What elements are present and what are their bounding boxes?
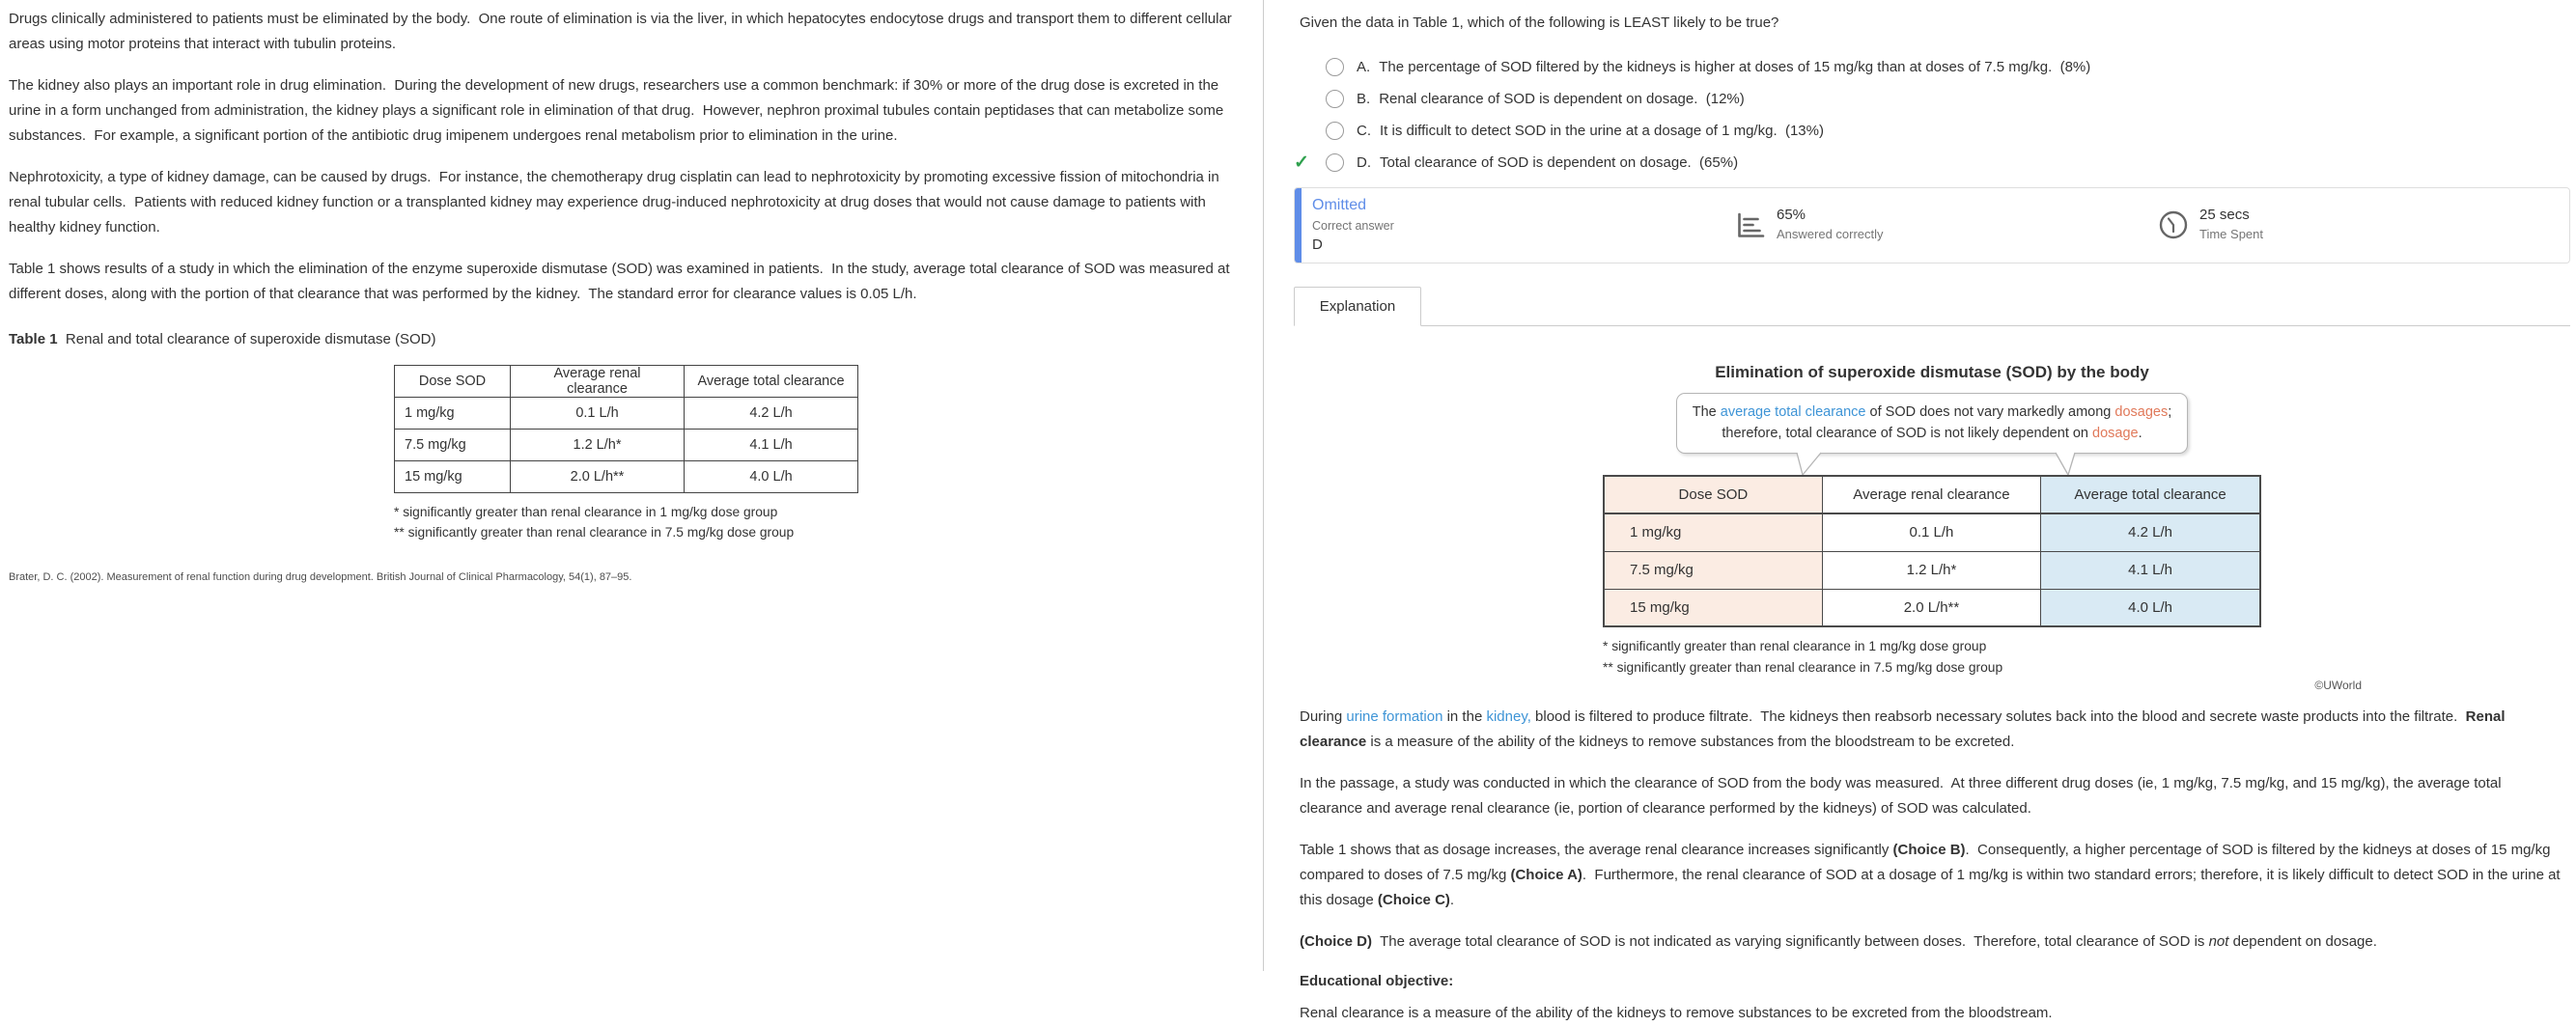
col-header-renal: Average renal clearance	[1822, 476, 2040, 513]
answered-correctly-block	[1733, 207, 1884, 242]
text-link[interactable]: urine formation	[1346, 708, 1443, 725]
stats-accent-bar	[1295, 188, 1302, 263]
explanation-paragraph-4: (Choice D) The average total clearance of SOD is not indicated as varying significantly between doses. Therefore, total clearance of SOD is not dependent on dosage.	[1300, 933, 2377, 950]
choice-b[interactable]	[1300, 90, 2570, 109]
choice-percent: (8%)	[2052, 59, 2091, 75]
explanation-callout: The average total clearance of SOD does not vary markedly among dosages; therefore, total clearance of SOD is not likely dependent on dosage.	[1676, 393, 2188, 454]
footnote-2: ** significantly greater than renal clearance in 7.5 mg/kg dose group	[394, 525, 795, 540]
answer-choices	[1294, 58, 2570, 173]
table-caption	[9, 327, 1238, 352]
answered-label: Answered correctly	[1777, 227, 1884, 241]
choice-d-radio[interactable]	[1326, 153, 1344, 172]
cell-dose: 1 mg/kg	[1604, 513, 1822, 551]
correct-check-icon: ✓	[1294, 153, 1309, 173]
cell-dose: 7.5 mg/kg	[1604, 551, 1822, 589]
educational-objective-label: Educational objective:	[1300, 973, 1454, 989]
table-caption-label: Table 1	[9, 331, 58, 347]
correct-answer-label: Correct answer	[1312, 219, 1394, 233]
choice-letter: D.	[1357, 154, 1371, 171]
explanation-figure-table	[1603, 475, 2362, 692]
time-spent-block	[2156, 207, 2263, 242]
choice-a-radio[interactable]	[1326, 58, 1344, 76]
table-row	[395, 461, 858, 493]
footnote-1: * significantly greater than renal clearance in 1 mg/kg dose group	[394, 505, 778, 519]
table-row	[395, 430, 858, 461]
table-row	[1604, 551, 2260, 589]
tab-explanation[interactable]: Explanation	[1294, 287, 1421, 326]
explanation-table	[1603, 475, 2261, 627]
passage-paragraph-3: Nephrotoxicity, a type of kidney damage, can be caused by drugs. For instance, the chemotherapy drug cisplatin can lead to nephrotoxicity by promoting excessive fission of mitochondria in renal tubular cells. Patients with reduced kidney function or a transplanted kidney may experience drug-induced nephrotoxicity at drug doses that would not cause damage to patients with healthy kidney function.	[9, 169, 1223, 236]
explanation-paragraph-1: During urine formation in the kidney, blood is filtered to produce filtrate. The kidneys then reabsorb necessary solutes back into the blood and secrete waste products into the filtrate. Renal clearance is a measure of the ability of the kidneys to remove substances from the bloodstream to be excreted.	[1300, 708, 2509, 750]
cell-total: 4.1 L/h	[2041, 551, 2260, 589]
cell-total: 4.0 L/h	[2041, 589, 2260, 626]
table-row	[395, 398, 858, 430]
passage-paragraph-1: Drugs clinically administered to patients must be eliminated by the body. One route of elimination is via the liver, in which hepatocytes endocytose drugs and transport them to different cellular areas using motor proteins that interact with tubulin proteins.	[9, 11, 1236, 52]
choice-text: It is difficult to detect SOD in the urine at a dosage of 1 mg/kg.	[1380, 123, 1778, 139]
choice-a[interactable]	[1300, 58, 2570, 77]
cell-dose: 15 mg/kg	[395, 461, 511, 493]
bar-chart-icon	[1733, 208, 1768, 242]
col-header-total: Average total clearance	[685, 366, 858, 398]
col-header-dose: Dose SOD	[1604, 476, 1822, 513]
cell-total: 4.2 L/h	[685, 398, 858, 430]
tab-strip	[1294, 287, 2570, 326]
cell-dose: 15 mg/kg	[1604, 589, 1822, 626]
time-value: 25 secs	[2199, 207, 2250, 223]
table-row	[1604, 513, 2260, 551]
choice-text: Renal clearance of SOD is dependent on dosage.	[1379, 91, 1698, 107]
time-label: Time Spent	[2199, 227, 2263, 241]
cell-total: 4.1 L/h	[685, 430, 858, 461]
choice-percent: (13%)	[1777, 123, 1824, 139]
result-stats-card	[1294, 187, 2570, 263]
table-footnotes	[1603, 636, 2261, 679]
callout-wrap	[1676, 393, 2188, 454]
choice-c-radio[interactable]	[1326, 122, 1344, 140]
choice-c[interactable]	[1300, 122, 2570, 141]
uworld-watermark: ©UWorld	[2314, 679, 2362, 692]
choice-percent: (12%)	[1697, 91, 1745, 107]
table-caption-text: Renal and total clearance of superoxide dismutase (SOD)	[57, 331, 436, 347]
result-block	[1312, 197, 1394, 253]
cell-total: 4.0 L/h	[685, 461, 858, 493]
cell-renal: 1.2 L/h*	[511, 430, 685, 461]
choice-letter: A.	[1357, 59, 1371, 75]
question-panel	[1264, 0, 2576, 1021]
footnote-1: * significantly greater than renal clearance in 1 mg/kg dose group	[1603, 639, 1987, 653]
passage-paragraph-2: The kidney also plays an important role in drug elimination. During the development of new drugs, researchers use a common benchmark: if 30% or more of the drug dose is excreted in the urine in a form unchanged from administration, the kidney plays a significant role in elimination of that drug. However, nephron proximal tubules contain peptidases that can metabolize some substances. For example, a significant portion of the antibiotic drug imipenem undergoes renal metabolism prior to elimination in the urine.	[9, 77, 1228, 144]
educational-objective-text: Renal clearance is a measure of the ability of the kidneys to remove substances to be excreted from the bloodstream.	[1300, 1005, 2053, 1021]
passage-table	[394, 365, 858, 493]
choice-d[interactable]	[1294, 153, 2570, 173]
cell-dose: 7.5 mg/kg	[395, 430, 511, 461]
choice-text: Total clearance of SOD is dependent on dosage.	[1380, 154, 1692, 171]
choice-percent: (65%)	[1691, 154, 1739, 171]
choice-letter: C.	[1357, 123, 1371, 139]
time-spent-text	[2199, 207, 2263, 241]
callout-pointer-tails	[1676, 453, 2188, 476]
cell-renal: 1.2 L/h*	[1822, 551, 2040, 589]
cell-renal: 0.1 L/h	[1822, 513, 2040, 551]
choice-b-radio[interactable]	[1326, 90, 1344, 108]
table-footnotes	[394, 502, 1238, 542]
cell-total: 4.2 L/h	[2041, 513, 2260, 551]
text-link[interactable]: average total clearance	[1720, 404, 1866, 420]
result-status: Omitted	[1312, 197, 1367, 213]
text-link[interactable]: kidney,	[1486, 708, 1531, 725]
choice-letter: B.	[1357, 91, 1371, 107]
cell-renal: 0.1 L/h	[511, 398, 685, 430]
col-header-total: Average total clearance	[2041, 476, 2260, 513]
question-stem: Given the data in Table 1, which of the following is LEAST likely to be true?	[1300, 14, 1779, 31]
footnote-2: ** significantly greater than renal clearance in 7.5 mg/kg dose group	[1603, 660, 2003, 675]
citation: Brater, D. C. (2002). Measurement of renal function during drug development. British Journal of Clinical Pharmacology, 54(1), 87–95.	[9, 571, 632, 583]
clock-icon	[2156, 208, 2191, 242]
passage-paragraph-4: Table 1 shows results of a study in which the elimination of the enzyme superoxide dismutase (SOD) was examined in patients. In the study, average total clearance of SOD was measured at different doses, along with the portion of that clearance that was performed by the kidney. The standard error for clearance values is 0.05 L/h.	[9, 261, 1234, 302]
correct-answer-value: D	[1312, 236, 1323, 253]
cell-dose: 1 mg/kg	[395, 398, 511, 430]
choice-text: The percentage of SOD filtered by the kidneys is higher at doses of 15 mg/kg than at doses of 7.5 mg/kg.	[1379, 59, 2053, 75]
table-row	[1604, 589, 2260, 626]
cell-renal: 2.0 L/h**	[1822, 589, 2040, 626]
passage-panel	[0, 0, 1264, 971]
answered-percent: 65%	[1777, 207, 1806, 223]
explanation-paragraph-2: In the passage, a study was conducted in which the clearance of SOD from the body was measured. At three different drug doses (ie, 1 mg/kg, 7.5 mg/kg, and 15 mg/kg), the average total clearance and average renal clearance (ie, portion of clearance performed by the kidneys) of SOD was calculated.	[1300, 775, 2506, 817]
figure-title: Elimination of superoxide dismutase (SOD) by the body	[1715, 363, 2149, 381]
col-header-renal: Average renal clearance	[511, 366, 685, 398]
explanation-paragraph-3: Table 1 shows that as dosage increases, the average renal clearance increases significantly (Choice B). Consequently, a higher percentage of SOD is filtered by the kidneys at doses of 15 mg/kg compared to doses of 7.5 mg/kg (Choice A). Furthermore, the renal clearance of SOD at a dosage of 1 mg/kg is within two standard errors; therefore, it is likely difficult to detect SOD in the urine at this dosage (Choice C).	[1300, 842, 2564, 908]
col-header-dose: Dose SOD	[395, 366, 511, 398]
answered-correctly-text	[1777, 207, 1884, 241]
cell-renal: 2.0 L/h**	[511, 461, 685, 493]
